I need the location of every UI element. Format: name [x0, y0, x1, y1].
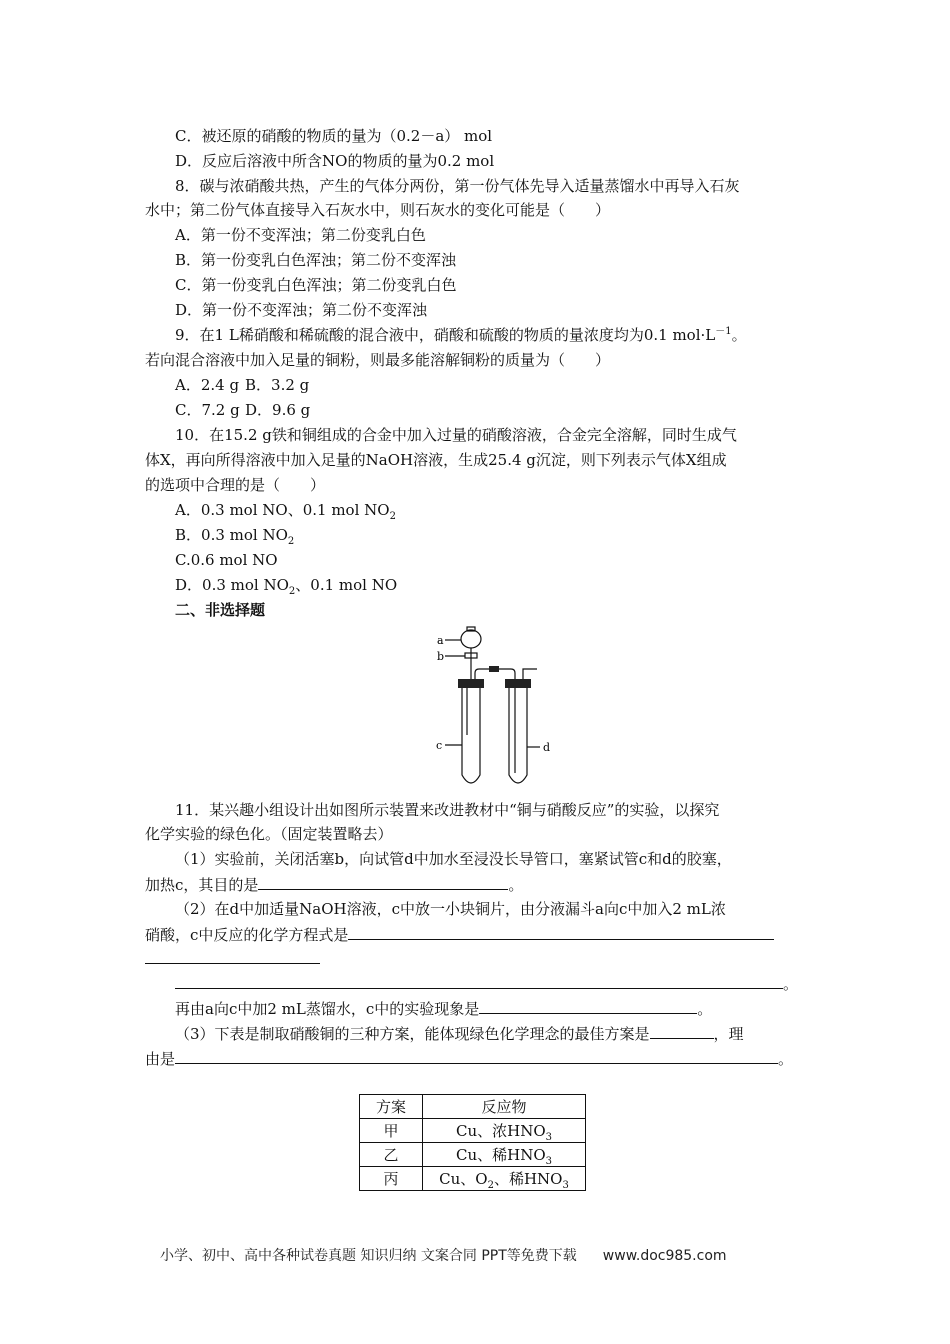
q7-option-c: C．被还原的硝酸的物质的量为（0.2－a） mol — [175, 127, 493, 145]
reactants-text-a: Cu、O — [439, 1170, 488, 1188]
funnel-bulb — [461, 630, 481, 648]
footer-text: 小学、初中、高中各种试卷真题 知识归纳 文案合同 PPT等免费下载 — [160, 1248, 577, 1264]
plan-cell: 甲 — [360, 1119, 423, 1143]
q11-part1-prompt: 加热c，其目的是 — [145, 876, 259, 894]
page-footer — [160, 1245, 727, 1265]
q11-part3-line2 — [145, 1047, 793, 1070]
label-b: b — [437, 650, 445, 663]
test-tube-d — [509, 687, 527, 783]
q10-option-b-subscript: 2 — [287, 536, 295, 547]
q9-stem-line2: 若向混合溶液中加入足量的铜粉，则最多能溶解铜粉的质量为（ ） — [145, 351, 611, 369]
q11-part2-line2 — [145, 923, 774, 946]
q8-stem-line1: 8．碳与浓硝酸共热，产生的气体分两份，第一份气体先导入适量蒸馏水中再导入石灰 — [175, 177, 740, 195]
q10-option-c: C.0.6 mol NO — [175, 551, 278, 569]
q8-option-d: D．第一份不变浑浊；第二份不变浑浊 — [175, 301, 428, 319]
label-a: a — [437, 634, 444, 647]
q9-options-row2 — [175, 399, 310, 421]
reactants-subscript: 3 — [545, 1132, 553, 1143]
q7-option-d: D．反应后溶液中所含NO的物质的量为0.2 mol — [175, 152, 495, 170]
stopper-c — [458, 679, 484, 688]
funnel-stopper — [467, 627, 475, 631]
q9-stem-text: 9．在1 L稀硝酸和稀硫酸的混合液中，硝酸和硫酸的物质的量浓度均为0.1 mol·L — [175, 326, 716, 344]
q11-part3-prompt: （3）下表是制取硝酸铜的三种方案，能体现绿色化学理念的最佳方案是 — [175, 1025, 650, 1043]
reactants-text: Cu、浓HNO — [455, 1122, 546, 1140]
answer-blank-2a[interactable] — [348, 923, 774, 940]
answer-blank-1[interactable] — [258, 873, 508, 890]
q10-option-a — [175, 499, 396, 521]
q9-unit-exponent: －1 — [715, 326, 732, 337]
answer-blank-2c[interactable] — [175, 972, 783, 989]
q11-part2-period: 。 — [783, 975, 799, 993]
q11-part3-line1 — [175, 1022, 744, 1045]
q10-stem-line2: 体X，再向所得溶液中加入足量的NaOH溶液，生成25.4 g沉淀，则下列表示气体X组成 — [145, 451, 727, 469]
footer-url[interactable]: www.doc985.com — [602, 1248, 727, 1264]
plan-cell: 乙 — [360, 1143, 423, 1167]
q10-option-a-text: A．0.3 mol NO、0.1 mol NO — [175, 501, 390, 519]
q10-option-b-text: B．0.3 mol NO — [175, 526, 288, 544]
q9-stem-line1 — [175, 324, 747, 346]
reactants-subscript-b: 3 — [562, 1180, 569, 1191]
table-row — [360, 1119, 586, 1143]
header-reactants: 反应物 — [423, 1095, 586, 1119]
q11-part2-prompt: 硝酸，c中反应的化学方程式是 — [145, 926, 349, 944]
reactants-text: Cu、稀HNO — [455, 1146, 546, 1164]
plan-cell: 丙 — [360, 1167, 423, 1191]
q9-option-c: C．7.2 g — [175, 401, 240, 419]
q11-part2-line3 — [145, 947, 320, 970]
q11-part1-period: 。 — [508, 876, 524, 894]
reactants-subscript: 3 — [545, 1156, 553, 1167]
answer-blank-5[interactable] — [175, 1047, 778, 1064]
q8-option-c: C．第一份变乳白色浑浊；第二份变乳白色 — [175, 276, 457, 294]
q11-part2-line5 — [175, 997, 712, 1020]
q9-option-d: D．9.6 g — [245, 401, 311, 419]
reactants-cell — [423, 1119, 586, 1143]
q10-option-a-subscript: 2 — [389, 511, 396, 522]
q9-options-row1 — [175, 374, 309, 396]
answer-blank-4[interactable] — [650, 1022, 714, 1039]
answer-blank-3[interactable] — [479, 997, 697, 1014]
q8-stem-line2: 水中；第二份气体直接导入石灰水中，则石灰水的变化可能是（ ） — [145, 201, 611, 219]
q9-option-a: A．2.4 g — [175, 376, 240, 394]
reactants-subscript-a: 2 — [487, 1180, 494, 1191]
rubber-connector — [489, 666, 499, 672]
q8-option-b: B．第一份变乳白色浑浊；第二份不变浑浊 — [175, 251, 457, 269]
q11-part2-phenomenon-prompt: 再由a向c中加2 mL蒸馏水，c中的实验现象是 — [175, 1000, 480, 1018]
q8-option-a: A．第一份不变浑浊；第二份变乳白色 — [175, 226, 426, 244]
section-heading-nonchoice: 二、非选择题 — [175, 601, 266, 619]
q9-option-b: B．3.2 g — [245, 376, 310, 394]
q10-option-d-text1: D．0.3 mol NO — [175, 576, 289, 594]
q10-option-d — [175, 574, 397, 596]
reactants-cell — [423, 1143, 586, 1167]
answer-blank-2b[interactable] — [145, 947, 320, 964]
reactants-text-b: 、稀HNO — [493, 1170, 563, 1188]
q11-part2-line1: （2）在d中加适量NaOH溶液，c中放一小块铜片，由分液漏斗a向c中加入2 mL浓 — [175, 900, 726, 918]
q11-part2-line4 — [175, 972, 798, 995]
stopper-d — [505, 679, 531, 688]
apparatus-diagram — [425, 625, 565, 790]
q11-part2-phenomenon-period: 。 — [697, 1000, 713, 1018]
q11-part3-suffix: ，理 — [713, 1025, 744, 1043]
q11-stem-line2: 化学实验的绿色化。（固定装置略去） — [145, 825, 393, 843]
q11-part3-period: 。 — [778, 1050, 794, 1068]
table-row — [360, 1167, 586, 1191]
q10-stem-line3: 的选项中合理的是（ ） — [145, 476, 326, 494]
q10-option-b — [175, 524, 294, 546]
header-plan: 方案 — [360, 1095, 423, 1119]
plans-table — [359, 1094, 586, 1191]
reactants-cell — [423, 1167, 586, 1191]
label-c: c — [436, 739, 443, 752]
q10-option-d-subscript: 2 — [288, 586, 296, 597]
label-d: d — [543, 741, 551, 754]
q11-part1-line1: （1）实验前，关闭活塞b，向试管d中加水至浸没长导管口，塞紧试管c和d的胶塞， — [175, 850, 732, 868]
q11-stem-line1: 11．某兴趣小组设计出如图所示装置来改进教材中“铜与硝酸反应”的实验，以探究 — [175, 801, 720, 819]
q9-stem-period: 。 — [731, 326, 747, 344]
q11-part1-line2 — [145, 873, 523, 896]
q11-part3-reason-prompt: 由是 — [145, 1050, 176, 1068]
q10-stem-line1: 10．在15.2 g铁和铜组成的合金中加入过量的硝酸溶液，合金完全溶解，同时生成气 — [175, 426, 737, 444]
table-row — [360, 1143, 586, 1167]
q10-option-d-text2: 、0.1 mol NO — [295, 576, 398, 594]
test-tube-c — [462, 687, 480, 783]
table-header-row — [360, 1095, 586, 1119]
